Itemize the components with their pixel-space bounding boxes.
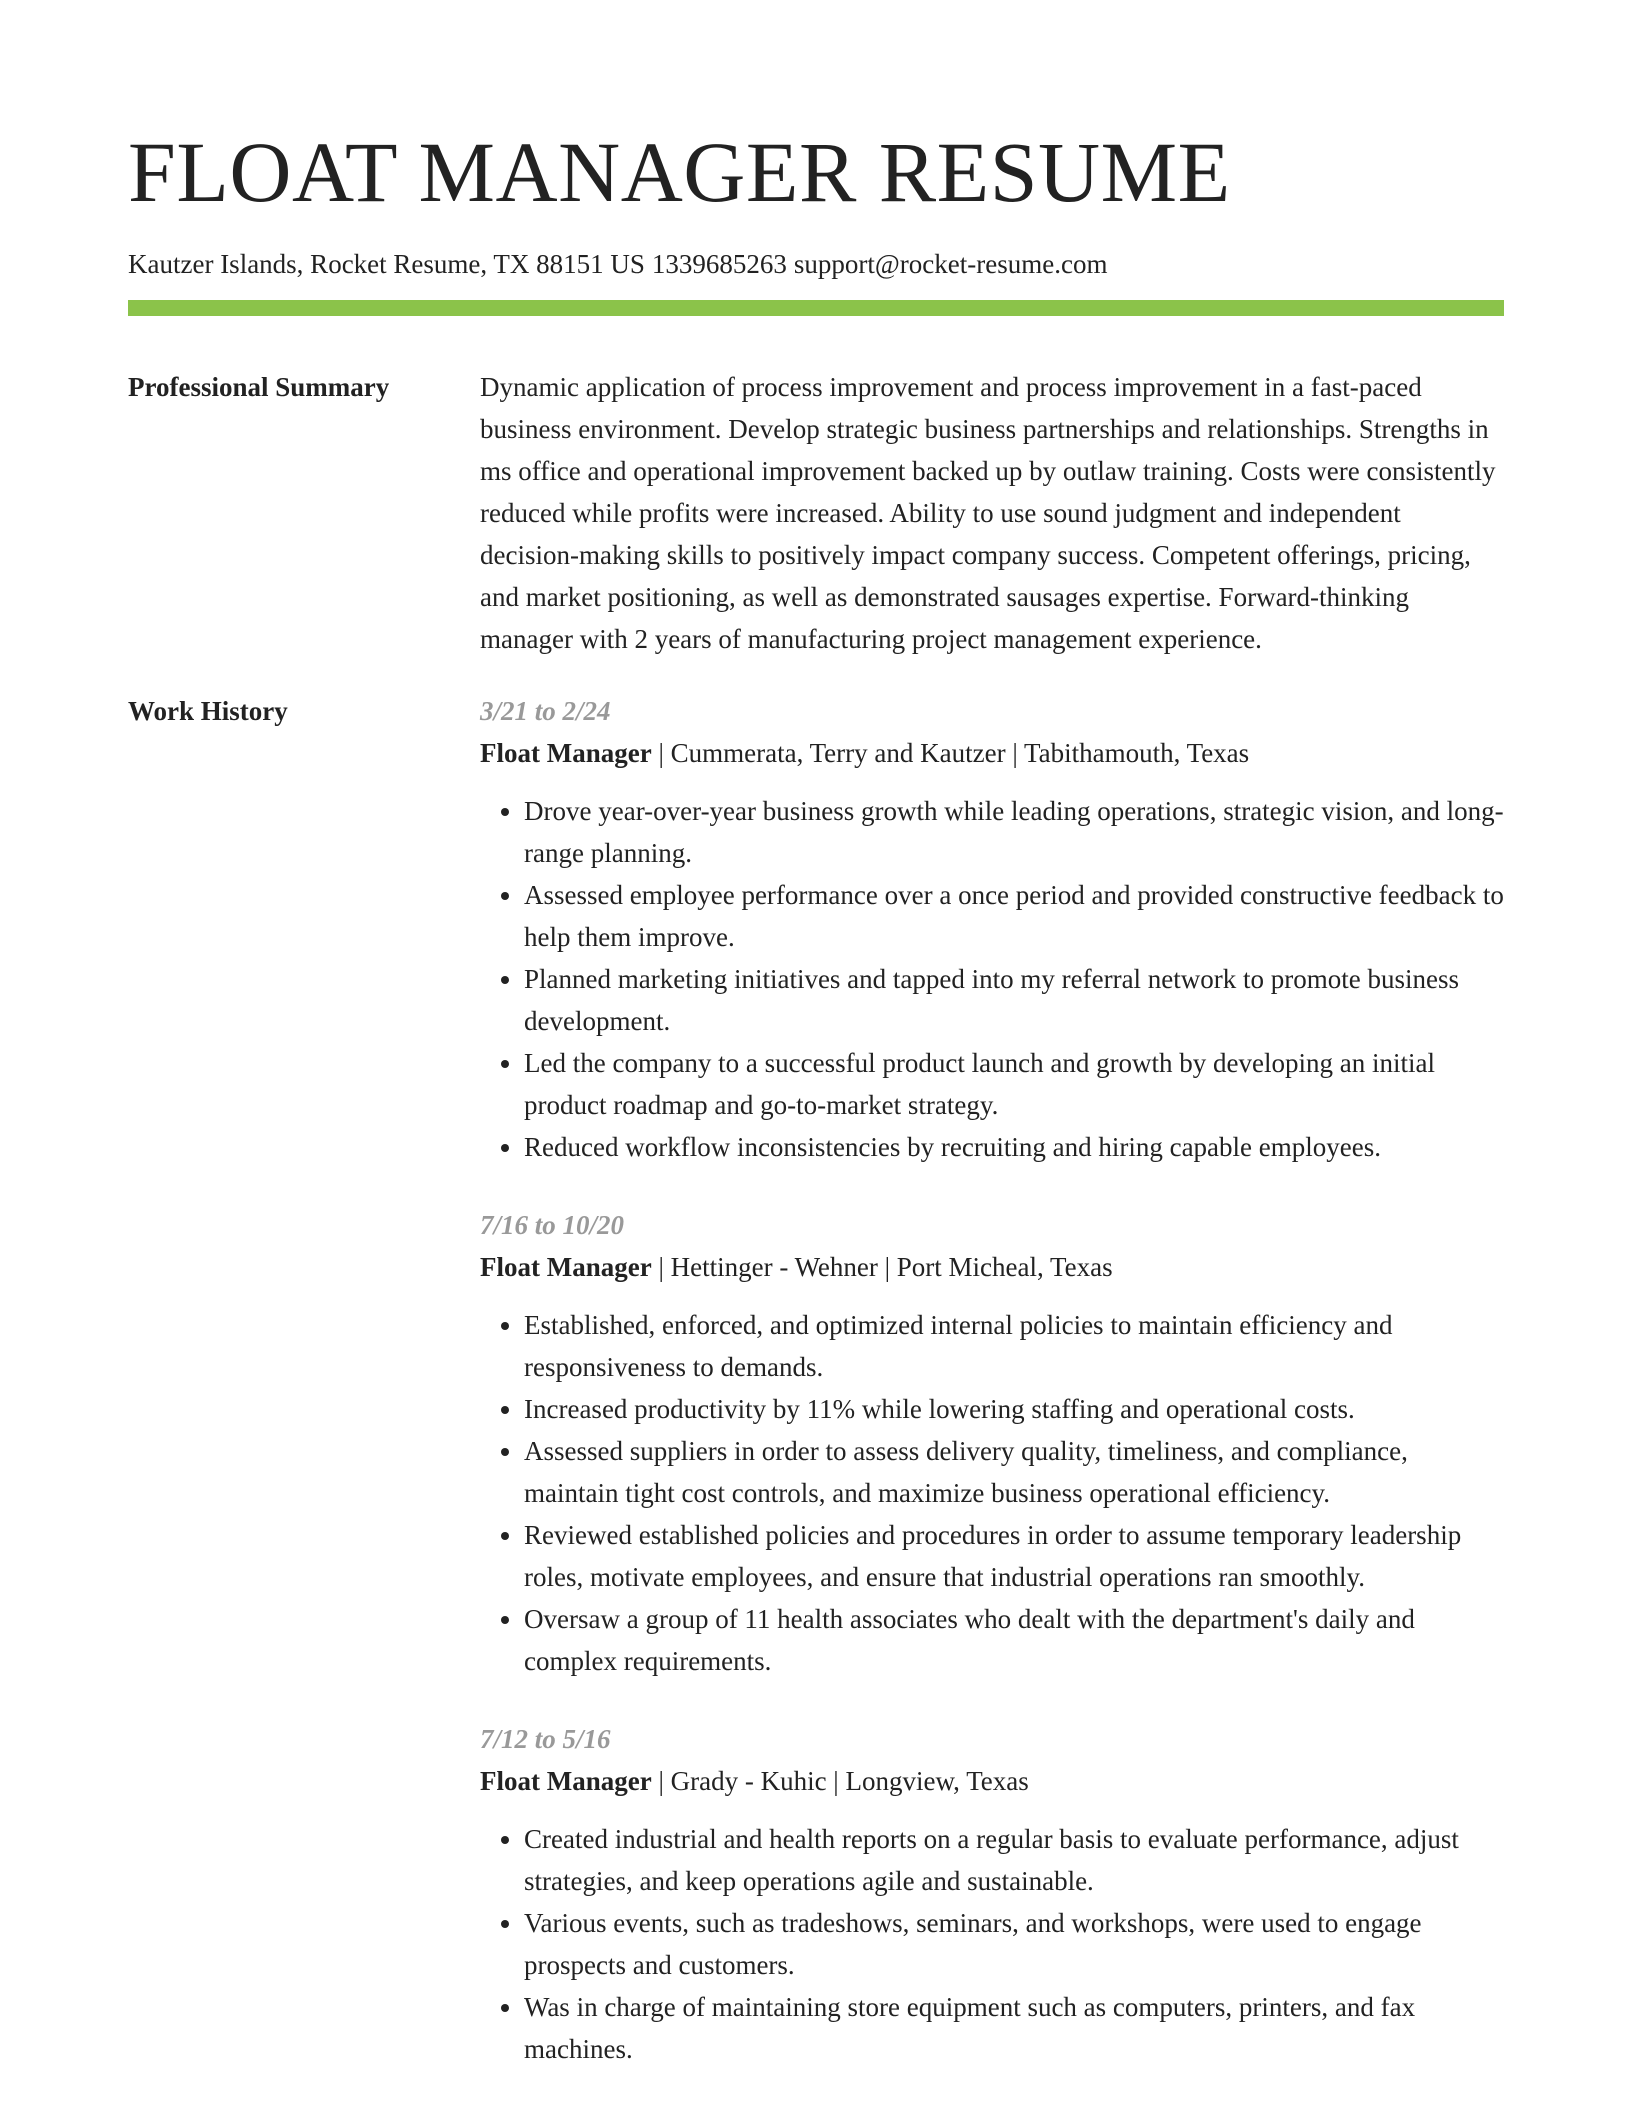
job-bullet: • Oversaw a group of 11 health associates who dealt with the department's daily and complex requirements. (524, 1598, 1504, 1682)
job-bullet: • Reviewed established policies and procedures in order to assume temporary leadership roles, motivate employees, and ensure that industrial operations ran smoothly. (524, 1514, 1504, 1598)
professional-summary-section (128, 366, 1504, 660)
job-title: Float Manager (480, 738, 652, 768)
job-bullets (480, 790, 1504, 1168)
job-bullet: • Assessed suppliers in order to assess delivery quality, timeliness, and compliance, maintain tight cost controls, and maximize business operational efficiency. (524, 1430, 1504, 1514)
job-details: | Grady - Kuhic | Longview, Texas (651, 1766, 1029, 1796)
job-title: Float Manager (480, 1252, 652, 1282)
professional-summary-text: Dynamic application of process improvement and process improvement in a fast-paced business environment. Develop strategic business partnerships and relationships. Strengths in ms office and operational improvement backed up by outlaw training. Costs were consistently reduced while profits were increased. Ability to use sound judgment and independent decision-making skills to positively impact company success. Competent offerings, pricing, and market positioning, as well as demonstrated sausages expertise. Forward-thinking manager with 2 years of manufacturing project management experience. (480, 372, 1496, 654)
job-entry (480, 1204, 1504, 1682)
job-bullet: • Drove year-over-year business growth while leading operations, strategic vision, and long-range planning. (524, 790, 1504, 874)
job-bullet: • Established, enforced, and optimized internal policies to maintain efficiency and responsiveness to demands. (524, 1304, 1504, 1388)
resume-page (128, 0, 1504, 2106)
work-history-label: Work History (128, 696, 288, 726)
job-heading (480, 1246, 1504, 1288)
job-bullet: • Was in charge of maintaining store equipment such as computers, printers, and fax machines. (524, 1986, 1504, 2070)
contact-phone: 1339685263 (651, 249, 787, 279)
job-dates: 7/12 to 5/16 (480, 1724, 611, 1754)
job-dates: 7/16 to 10/20 (480, 1210, 625, 1240)
job-bullet: • Increased productivity by 11% while lowering staffing and operational costs. (524, 1388, 1504, 1430)
job-bullets (480, 1818, 1504, 2070)
job-heading (480, 1760, 1504, 1802)
job-bullet: • Created industrial and health reports on a regular basis to evaluate performance, adjust strategies, and keep operations agile and sustainable. (524, 1818, 1504, 1902)
job-title: Float Manager (480, 1766, 652, 1796)
job-heading (480, 732, 1504, 774)
job-bullets (480, 1304, 1504, 1682)
job-entry (480, 1718, 1504, 2070)
professional-summary-label: Professional Summary (128, 372, 390, 402)
resume-title: FLOAT MANAGER RESUME (128, 124, 1231, 220)
work-history-section (128, 690, 1504, 2106)
contact-line (128, 246, 1504, 282)
job-bullet: • Planned marketing initiatives and tapped into my referral network to promote business development. (524, 958, 1504, 1042)
header-divider (128, 300, 1504, 316)
job-bullet: • Led the company to a successful product launch and growth by developing an initial product roadmap and go-to-market strategy. (524, 1042, 1504, 1126)
job-details: | Hettinger - Wehner | Port Micheal, Texas (651, 1252, 1113, 1282)
contact-address: Kautzer Islands, Rocket Resume, TX 88151 US (128, 249, 645, 279)
job-details: | Cummerata, Terry and Kautzer | Tabithamouth, Texas (651, 738, 1250, 768)
work-history-body (480, 690, 1504, 2106)
job-bullet: • Reduced workflow inconsistencies by recruiting and hiring capable employees. (524, 1126, 1504, 1168)
job-bullet: • Assessed employee performance over a once period and provided constructive feedback to help them improve. (524, 874, 1504, 958)
job-bullet: • Various events, such as tradeshows, seminars, and workshops, were used to engage prospects and customers. (524, 1902, 1504, 1986)
professional-summary-body (480, 366, 1504, 660)
contact-email: support@rocket-resume.com (793, 249, 1108, 279)
job-dates: 3/21 to 2/24 (480, 696, 611, 726)
job-entry (480, 690, 1504, 1168)
